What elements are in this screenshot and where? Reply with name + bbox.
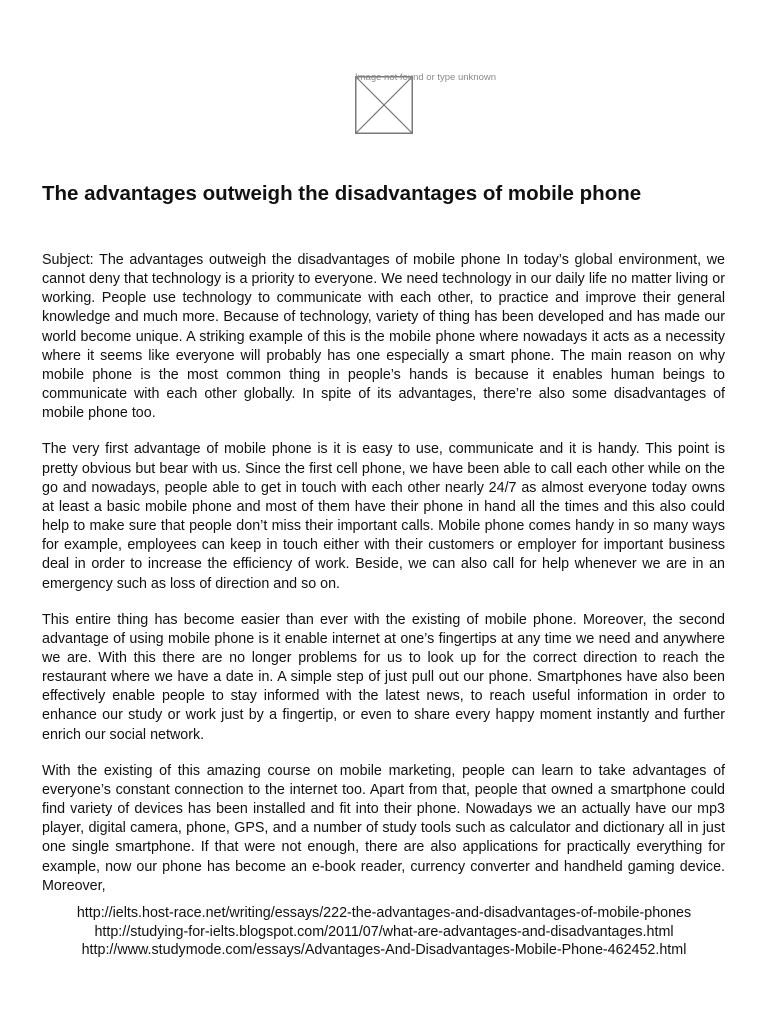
essay-body xyxy=(42,251,725,913)
document-title: The advantages outweigh the disadvantages of mobile phone xyxy=(42,182,642,205)
reference-link[interactable]: http://studying-for-ielts.blogspot.com/2011/07/what-are-advantages-and-disadvantages.html xyxy=(94,923,674,940)
reference-link[interactable]: http://ielts.host-race.net/writing/essays/222-the-advantages-and-disadvantages-of-mobile-phones xyxy=(76,905,692,921)
broken-image-placeholder xyxy=(355,72,497,134)
reference-link[interactable]: http://www.studymode.com/essays/Advantages-And-Disadvantages-Mobile-Phone-462452.html xyxy=(81,942,687,958)
paragraph: Subject: The advantages outweigh the disadvantages of mobile phone In today’s global environment, we cannot deny that technology is a priority to everyone. We need technology in our daily life no matter living or working. People use technology to communicate with each other, to practice and improve their general knowledge and much more. Because of technology, variety of thing has been developed and has made our world become unique. A striking example of this is the mobile phone where nowadays it acts as a necessity where it seems like everyone will probably has one especially a smart phone. The main reason on why mobile phone is the most common thing in people’s hands is because it enables human beings to communicate with each other globally. In spite of its advantages, there’re also some disadvantages of mobile phone too. xyxy=(42,252,725,422)
broken-image-icon xyxy=(355,76,413,134)
reference-links xyxy=(0,904,768,960)
image-alt-text: Image not found or type unknown xyxy=(355,72,497,83)
paragraph: With the existing of this amazing course on mobile marketing, people can learn to take advantages of everyone’s constant connection to the internet too. Apart from that, people that owned a smartphone could find variety of devices has been installed and fit into their phone. Nowadays we an actually have our mp3 player, digital camera, phone, GPS, and a number of study tools such as calculator and dictionary all in just one single smartphone. If that were not enough, there are also applications for practically everything for example, now our phone has become an e-book reader, currency converter and handheld gaming device. Moreover, xyxy=(42,762,725,894)
paragraph: The very first advantage of mobile phone is it is easy to use, communicate and it is handy. This point is pretty obvious but bear with us. Since the first cell phone, we have been able to call each other while on the go and nowadays, people able to get in touch with each other nearly 24/7 as almost everyone today owns at least a basic mobile phone and most of them have their phone in hand all the times and this also could help to make sure that people don’t miss their important calls. Mobile phone comes handy in so many ways for example, employees can keep in touch either with their customers or employer for important business deal in order to increase the efficiency of work. Beside, we can also call for help whenever we are in an emergency such as loss of direction and so on. xyxy=(42,441,725,592)
paragraph: This entire thing has become easier than ever with the existing of mobile phone. Moreover, the second advantage of using mobile phone is it enable internet at one’s fingertips at any time we need and anywhere we are. With this there are no longer problems for us to look up for the correct direction to reach the restaurant where we have a date in. A simple step of just pull out our phone. Smartphones have also been effectively enable people to stay informed with the latest news, to reach useful information in order to enhance our study or work just by a fingertip, or even to share every happy moment instantly and further enrich our social network. xyxy=(42,611,725,743)
